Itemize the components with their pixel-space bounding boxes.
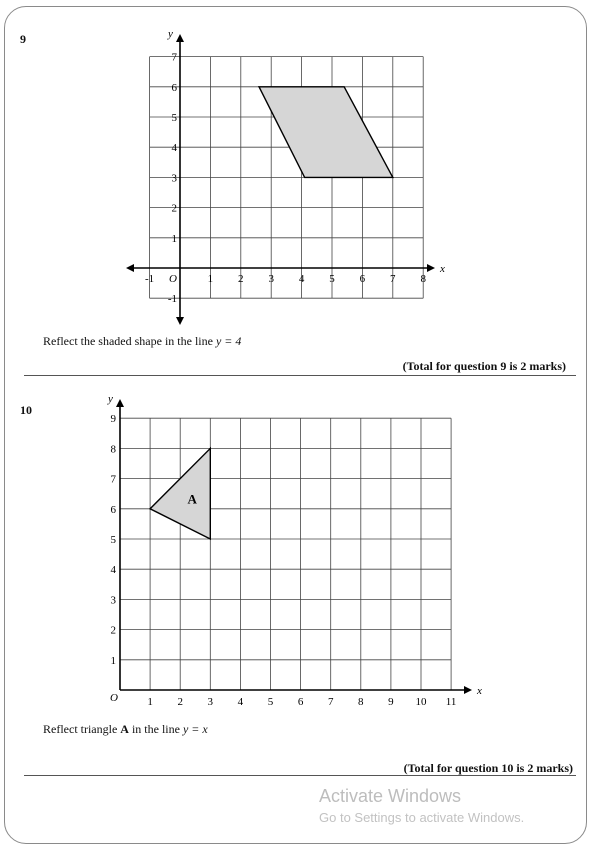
x-tick-label: 8: [358, 696, 364, 708]
x-tick-label: 3: [268, 273, 274, 285]
origin-label: O: [169, 273, 177, 285]
y-tick-label: 1: [110, 654, 116, 667]
watermark-title: Activate Windows: [319, 786, 462, 806]
y-tick-label: 4: [171, 142, 177, 155]
y-tick-label: -1: [167, 293, 177, 306]
origin-label: O: [110, 692, 118, 704]
question-10-instruction: [43, 722, 208, 737]
x-tick-label: 5: [267, 696, 274, 708]
x-tick-label: 1: [207, 273, 214, 285]
y-tick-label: 5: [171, 112, 177, 124]
y-tick-label: 9: [110, 413, 116, 426]
x-tick-label: 5: [329, 273, 335, 285]
question-10-number: 10: [20, 403, 32, 417]
x-tick-label: 4: [298, 273, 305, 285]
x-tick-label: 1: [147, 696, 153, 708]
y-tick-label: 5: [110, 534, 116, 546]
x-tick-label: 4: [237, 696, 244, 708]
y-tick-label: 1: [171, 232, 177, 245]
y-tick-label: 2: [171, 202, 177, 215]
x-tick-label: 11: [445, 696, 457, 708]
q10-instruction-text: Reflect triangle: [43, 722, 121, 736]
q9-instruction-equation: y = 4: [215, 334, 242, 348]
x-tick-label: 8: [420, 273, 426, 285]
y-tick-label: 4: [110, 564, 116, 577]
y-tick-label: 6: [110, 503, 116, 516]
question-9-total: (Total for question 9 is 2 marks): [402, 359, 566, 373]
y-tick-label: 8: [110, 443, 116, 456]
question-9-number: 9: [20, 32, 26, 46]
y-tick-label: 3: [171, 172, 177, 185]
x-axis-label: x: [440, 263, 445, 275]
x-tick-label: 7: [390, 273, 396, 285]
y-axis-label: y: [168, 28, 173, 40]
x-tick-label: 2: [238, 273, 244, 285]
y-axis-arrow: [116, 399, 124, 407]
x-tick-label: 2: [177, 696, 183, 708]
x-tick-label: -1: [145, 273, 155, 285]
x-tick-label: 6: [359, 273, 366, 285]
y-tick-label: 7: [171, 51, 177, 64]
x-axis-label: x: [477, 685, 482, 697]
q10-instruction-mid: in the line: [128, 722, 183, 736]
graph-10-axes: [116, 399, 472, 694]
graph-10-labels: [107, 393, 482, 708]
y-tick-label: 7: [110, 473, 116, 486]
watermark-subtitle: Go to Settings to activate Windows.: [319, 810, 525, 825]
x-tick-label: 7: [327, 696, 334, 708]
x-tick-label: 6: [297, 696, 304, 708]
x-axis-arrow: [464, 686, 472, 694]
graph-10-grid: [120, 418, 451, 690]
q9-instruction-text: Reflect the shaded shape in the line: [43, 334, 216, 348]
y-tick-label: 2: [110, 624, 116, 637]
y-tick-label: 6: [171, 81, 177, 94]
q10-instruction-bold: A: [120, 722, 129, 736]
q10-instruction-equation: y = x: [182, 722, 208, 736]
question-10-total: (Total for question 10 is 2 marks): [403, 761, 573, 775]
x-tick-label: 3: [207, 696, 214, 708]
triangle-label: A: [187, 491, 197, 507]
y-tick-label: 3: [110, 594, 116, 607]
y-axis-label: y: [108, 393, 113, 405]
x-tick-label: 10: [415, 696, 427, 708]
x-tick-label: 9: [388, 696, 394, 708]
